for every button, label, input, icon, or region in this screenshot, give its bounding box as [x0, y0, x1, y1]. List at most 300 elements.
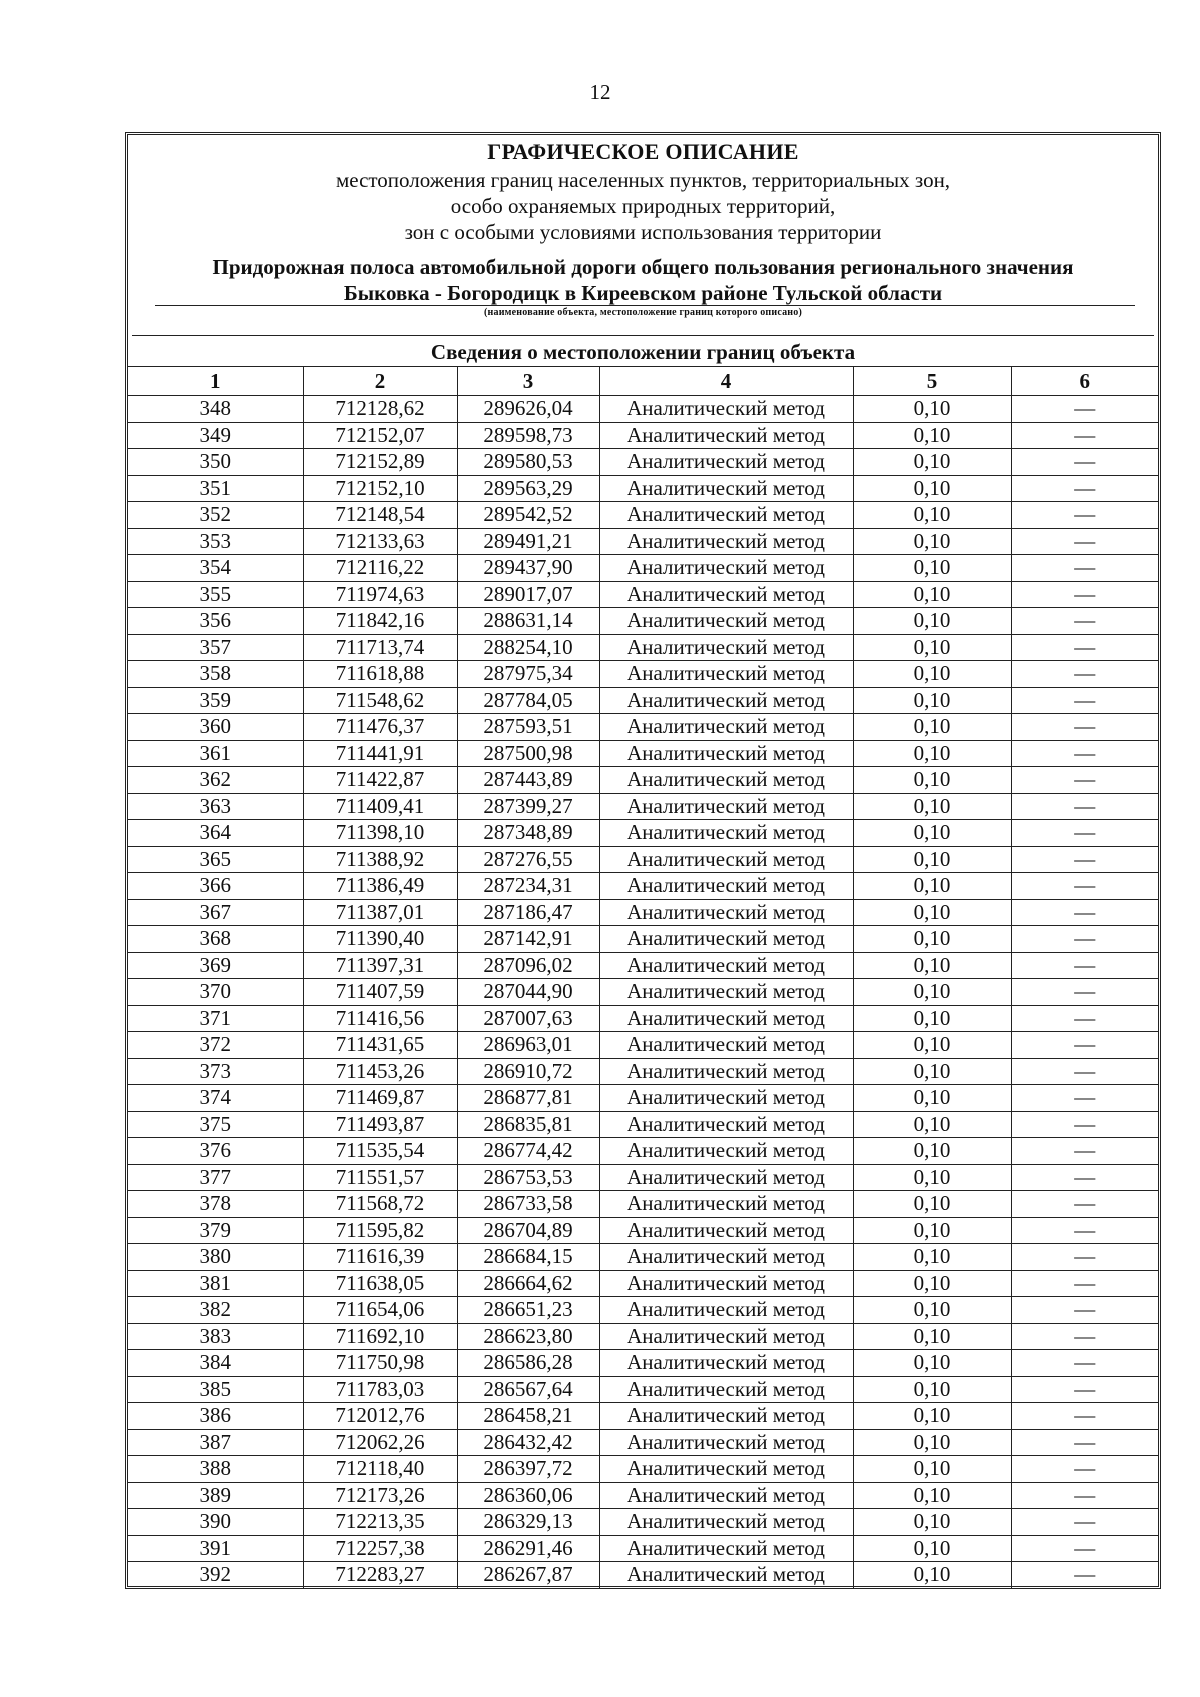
- table-row: [128, 1032, 1158, 1059]
- table-cell-col-6: —: [1011, 714, 1158, 741]
- table-row: [128, 1350, 1158, 1377]
- table-cell-col-2: 712257,38: [303, 1535, 457, 1562]
- table-cell-col-3: 287399,27: [457, 793, 599, 820]
- table-cell-col-2: 711407,59: [303, 979, 457, 1006]
- table-cell-col-4: Аналитический метод: [599, 1111, 853, 1138]
- table-cell-col-5: 0,10: [853, 555, 1011, 582]
- table-cell-col-5: 0,10: [853, 1164, 1011, 1191]
- table-cell-col-6: —: [1011, 634, 1158, 661]
- table-cell-col-6: —: [1011, 502, 1158, 529]
- table-cell-col-2: 711398,10: [303, 820, 457, 847]
- table-cell-col-1: 361: [128, 740, 303, 767]
- column-header-2: 2: [303, 367, 457, 396]
- table-row: [128, 952, 1158, 979]
- table-cell-col-4: Аналитический метод: [599, 502, 853, 529]
- table-cell-col-3: 286586,28: [457, 1350, 599, 1377]
- table-cell-col-1: 349: [128, 422, 303, 449]
- table-cell-col-1: 392: [128, 1562, 303, 1589]
- table-row: [128, 926, 1158, 953]
- table-cell-col-4: Аналитический метод: [599, 1562, 853, 1589]
- table-row: [128, 449, 1158, 476]
- table-row: [128, 1244, 1158, 1271]
- table-cell-col-6: —: [1011, 1323, 1158, 1350]
- table-cell-col-3: 286623,80: [457, 1323, 599, 1350]
- table-cell-col-1: 369: [128, 952, 303, 979]
- table-cell-col-2: 711397,31: [303, 952, 457, 979]
- table-cell-col-1: 352: [128, 502, 303, 529]
- table-row: [128, 1403, 1158, 1430]
- column-header-1: 1: [128, 367, 303, 396]
- table-cell-col-5: 0,10: [853, 1032, 1011, 1059]
- table-cell-col-3: 287276,55: [457, 846, 599, 873]
- table-row: [128, 475, 1158, 502]
- document-title: ГРАФИЧЕСКОЕ ОПИСАНИЕ: [487, 139, 799, 164]
- table-cell-col-4: Аналитический метод: [599, 555, 853, 582]
- table-cell-col-4: Аналитический метод: [599, 740, 853, 767]
- table-cell-col-1: 363: [128, 793, 303, 820]
- table-cell-col-5: 0,10: [853, 1535, 1011, 1562]
- table-row: [128, 422, 1158, 449]
- table-cell-col-1: 358: [128, 661, 303, 688]
- table-cell-col-6: —: [1011, 1244, 1158, 1271]
- table-cell-col-3: 287096,02: [457, 952, 599, 979]
- table-row: [128, 979, 1158, 1006]
- table-cell-col-3: 286360,06: [457, 1482, 599, 1509]
- section-title: Сведения о местоположении границ объекта: [132, 335, 1154, 367]
- table-cell-col-1: 377: [128, 1164, 303, 1191]
- table-cell-col-3: 287593,51: [457, 714, 599, 741]
- table-row: [128, 1535, 1158, 1562]
- table-cell-col-5: 0,10: [853, 1138, 1011, 1165]
- table-cell-col-4: Аналитический метод: [599, 1058, 853, 1085]
- document-frame: [125, 132, 1161, 1589]
- table-cell-col-5: 0,10: [853, 899, 1011, 926]
- table-cell-col-5: 0,10: [853, 1429, 1011, 1456]
- table-cell-col-5: 0,10: [853, 926, 1011, 953]
- table-cell-col-1: 387: [128, 1429, 303, 1456]
- table-cell-col-1: 381: [128, 1270, 303, 1297]
- table-cell-col-6: —: [1011, 873, 1158, 900]
- table-cell-col-4: Аналитический метод: [599, 475, 853, 502]
- table-cell-col-6: —: [1011, 1085, 1158, 1112]
- table-cell-col-3: 286432,42: [457, 1429, 599, 1456]
- table-cell-col-4: Аналитический метод: [599, 1535, 853, 1562]
- table-row: [128, 528, 1158, 555]
- table-cell-col-6: —: [1011, 1111, 1158, 1138]
- table-cell-col-2: 711386,49: [303, 873, 457, 900]
- table-cell-col-4: Аналитический метод: [599, 661, 853, 688]
- table-cell-col-4: Аналитический метод: [599, 1138, 853, 1165]
- table-cell-col-2: 711409,41: [303, 793, 457, 820]
- table-cell-col-2: 712148,54: [303, 502, 457, 529]
- object-name-line-2: Быковка - Богородицк в Киреевском районе Тульской области: [343, 281, 943, 305]
- table-row: [128, 687, 1158, 714]
- table-cell-col-1: 385: [128, 1376, 303, 1403]
- table-cell-col-2: 711441,91: [303, 740, 457, 767]
- table-cell-col-4: Аналитический метод: [599, 1456, 853, 1483]
- table-cell-col-4: Аналитический метод: [599, 873, 853, 900]
- table-cell-col-2: 711595,82: [303, 1217, 457, 1244]
- table-body: [128, 396, 1158, 1589]
- table-cell-col-4: Аналитический метод: [599, 528, 853, 555]
- table-cell-col-6: —: [1011, 1350, 1158, 1377]
- table-cell-col-1: 382: [128, 1297, 303, 1324]
- table-cell-col-6: —: [1011, 1429, 1158, 1456]
- table-row: [128, 1270, 1158, 1297]
- table-cell-col-1: 384: [128, 1350, 303, 1377]
- table-cell-col-3: 286567,64: [457, 1376, 599, 1403]
- table-cell-col-4: Аналитический метод: [599, 793, 853, 820]
- table-cell-col-2: 712152,10: [303, 475, 457, 502]
- table-cell-col-6: —: [1011, 979, 1158, 1006]
- table-cell-col-3: 287348,89: [457, 820, 599, 847]
- coordinates-table: [128, 366, 1158, 1589]
- table-cell-col-1: 357: [128, 634, 303, 661]
- table-cell-col-4: Аналитический метод: [599, 1191, 853, 1218]
- table-cell-col-4: Аналитический метод: [599, 1323, 853, 1350]
- table-cell-col-1: 376: [128, 1138, 303, 1165]
- table-cell-col-2: 711422,87: [303, 767, 457, 794]
- table-cell-col-6: —: [1011, 1376, 1158, 1403]
- table-cell-col-2: 711469,87: [303, 1085, 457, 1112]
- table-cell-col-3: 288254,10: [457, 634, 599, 661]
- table-cell-col-6: —: [1011, 555, 1158, 582]
- table-cell-col-2: 711692,10: [303, 1323, 457, 1350]
- table-cell-col-1: 348: [128, 396, 303, 423]
- table-cell-col-5: 0,10: [853, 767, 1011, 794]
- table-cell-col-3: 287186,47: [457, 899, 599, 926]
- table-cell-col-5: 0,10: [853, 1244, 1011, 1271]
- column-header-3: 3: [457, 367, 599, 396]
- table-cell-col-6: —: [1011, 661, 1158, 688]
- table-row: [128, 740, 1158, 767]
- table-cell-col-3: 287784,05: [457, 687, 599, 714]
- table-cell-col-3: 287975,34: [457, 661, 599, 688]
- table-cell-col-4: Аналитический метод: [599, 608, 853, 635]
- table-cell-col-6: —: [1011, 1138, 1158, 1165]
- table-row: [128, 1323, 1158, 1350]
- table-cell-col-1: 383: [128, 1323, 303, 1350]
- table-cell-col-5: 0,10: [853, 634, 1011, 661]
- table-cell-col-3: 286291,46: [457, 1535, 599, 1562]
- column-header-6: 6: [1011, 367, 1158, 396]
- table-cell-col-1: 364: [128, 820, 303, 847]
- table-cell-col-2: 711713,74: [303, 634, 457, 661]
- table-row: [128, 1217, 1158, 1244]
- table-cell-col-5: 0,10: [853, 1270, 1011, 1297]
- table-cell-col-5: 0,10: [853, 846, 1011, 873]
- table-cell-col-6: —: [1011, 899, 1158, 926]
- table-cell-col-3: 286684,15: [457, 1244, 599, 1271]
- table-row: [128, 1297, 1158, 1324]
- table-cell-col-4: Аналитический метод: [599, 820, 853, 847]
- table-cell-col-6: —: [1011, 1456, 1158, 1483]
- table-cell-col-2: 711750,98: [303, 1350, 457, 1377]
- table-cell-col-4: Аналитический метод: [599, 1270, 853, 1297]
- table-cell-col-5: 0,10: [853, 793, 1011, 820]
- table-cell-col-1: 371: [128, 1005, 303, 1032]
- table-cell-col-6: —: [1011, 1297, 1158, 1324]
- table-cell-col-2: 711551,57: [303, 1164, 457, 1191]
- table-cell-col-3: 289542,52: [457, 502, 599, 529]
- column-header-5: 5: [853, 367, 1011, 396]
- table-cell-col-1: 359: [128, 687, 303, 714]
- table-cell-col-4: Аналитический метод: [599, 687, 853, 714]
- table-cell-col-2: 711416,56: [303, 1005, 457, 1032]
- table-cell-col-5: 0,10: [853, 1058, 1011, 1085]
- table-cell-col-1: 362: [128, 767, 303, 794]
- table-cell-col-4: Аналитический метод: [599, 634, 853, 661]
- table-cell-col-6: —: [1011, 740, 1158, 767]
- table-cell-col-3: 287044,90: [457, 979, 599, 1006]
- table-cell-col-3: 289563,29: [457, 475, 599, 502]
- table-cell-col-6: —: [1011, 926, 1158, 953]
- table-cell-col-4: Аналитический метод: [599, 1032, 853, 1059]
- table-cell-col-4: Аналитический метод: [599, 1350, 853, 1377]
- table-cell-col-4: Аналитический метод: [599, 1217, 853, 1244]
- table-cell-col-3: 286267,87: [457, 1562, 599, 1589]
- table-cell-col-1: 386: [128, 1403, 303, 1430]
- table-cell-col-3: 289017,07: [457, 581, 599, 608]
- table-row: [128, 1482, 1158, 1509]
- table-cell-col-5: 0,10: [853, 449, 1011, 476]
- table-row: [128, 1509, 1158, 1536]
- table-cell-col-5: 0,10: [853, 1403, 1011, 1430]
- table-cell-col-2: 712283,27: [303, 1562, 457, 1589]
- table-cell-col-5: 0,10: [853, 740, 1011, 767]
- table-cell-col-2: 711476,37: [303, 714, 457, 741]
- table-cell-col-3: 287142,91: [457, 926, 599, 953]
- table-cell-col-4: Аналитический метод: [599, 1244, 853, 1271]
- table-cell-col-5: 0,10: [853, 608, 1011, 635]
- table-cell-col-3: 286329,13: [457, 1509, 599, 1536]
- table-cell-col-6: —: [1011, 1032, 1158, 1059]
- table-cell-col-3: 289580,53: [457, 449, 599, 476]
- table-cell-col-2: 711616,39: [303, 1244, 457, 1271]
- table-cell-col-3: 289437,90: [457, 555, 599, 582]
- table-cell-col-2: 711535,54: [303, 1138, 457, 1165]
- table-cell-col-3: 287443,89: [457, 767, 599, 794]
- table-cell-col-5: 0,10: [853, 873, 1011, 900]
- table-cell-col-2: 712062,26: [303, 1429, 457, 1456]
- table-cell-col-1: 388: [128, 1456, 303, 1483]
- table-cell-col-2: 711638,05: [303, 1270, 457, 1297]
- table-row: [128, 1111, 1158, 1138]
- table-cell-col-3: 289491,21: [457, 528, 599, 555]
- table-cell-col-6: —: [1011, 1005, 1158, 1032]
- table-cell-col-2: 711387,01: [303, 899, 457, 926]
- table-row: [128, 1376, 1158, 1403]
- table-cell-col-1: 373: [128, 1058, 303, 1085]
- table-cell-col-6: —: [1011, 528, 1158, 555]
- table-cell-col-1: 389: [128, 1482, 303, 1509]
- table-row: [128, 1429, 1158, 1456]
- table-cell-col-5: 0,10: [853, 475, 1011, 502]
- table-row: [128, 767, 1158, 794]
- table-cell-col-2: 711453,26: [303, 1058, 457, 1085]
- table-row: [128, 1005, 1158, 1032]
- table-cell-col-2: 711783,03: [303, 1376, 457, 1403]
- table-row: [128, 581, 1158, 608]
- table-cell-col-1: 390: [128, 1509, 303, 1536]
- object-name-caption: (наименование объекта, местоположение границ которого описано): [484, 307, 802, 318]
- table-cell-col-5: 0,10: [853, 687, 1011, 714]
- table-cell-col-5: 0,10: [853, 1191, 1011, 1218]
- table-cell-col-3: 286774,42: [457, 1138, 599, 1165]
- table-row: [128, 1191, 1158, 1218]
- table-cell-col-4: Аналитический метод: [599, 1085, 853, 1112]
- table-cell-col-5: 0,10: [853, 1005, 1011, 1032]
- table-cell-col-1: 368: [128, 926, 303, 953]
- table-cell-col-1: 374: [128, 1085, 303, 1112]
- table-cell-col-6: —: [1011, 1535, 1158, 1562]
- table-cell-col-5: 0,10: [853, 714, 1011, 741]
- table-cell-col-5: 0,10: [853, 1509, 1011, 1536]
- table-cell-col-5: 0,10: [853, 396, 1011, 423]
- table-cell-col-1: 370: [128, 979, 303, 1006]
- table-row: [128, 1562, 1158, 1589]
- table-cell-col-4: Аналитический метод: [599, 1376, 853, 1403]
- table-cell-col-4: Аналитический метод: [599, 1005, 853, 1032]
- table-cell-col-4: Аналитический метод: [599, 767, 853, 794]
- table-cell-col-2: 711493,87: [303, 1111, 457, 1138]
- table-cell-col-3: 289626,04: [457, 396, 599, 423]
- table-cell-col-5: 0,10: [853, 952, 1011, 979]
- table-cell-col-3: 287234,31: [457, 873, 599, 900]
- table-cell-col-5: 0,10: [853, 581, 1011, 608]
- table-cell-col-4: Аналитический метод: [599, 846, 853, 873]
- table-cell-col-6: —: [1011, 1482, 1158, 1509]
- table-row: [128, 899, 1158, 926]
- table-cell-col-5: 0,10: [853, 1350, 1011, 1377]
- table-cell-col-3: 287500,98: [457, 740, 599, 767]
- table-row: [128, 1164, 1158, 1191]
- table-cell-col-3: 286397,72: [457, 1456, 599, 1483]
- table-cell-col-1: 367: [128, 899, 303, 926]
- table-cell-col-5: 0,10: [853, 528, 1011, 555]
- table-row: [128, 661, 1158, 688]
- table-cell-col-1: 366: [128, 873, 303, 900]
- table-cell-col-1: 372: [128, 1032, 303, 1059]
- table-cell-col-2: 712012,76: [303, 1403, 457, 1430]
- table-cell-col-6: —: [1011, 952, 1158, 979]
- table-cell-col-2: 712152,89: [303, 449, 457, 476]
- table-cell-col-1: 350: [128, 449, 303, 476]
- table-row: [128, 1138, 1158, 1165]
- table-cell-col-6: —: [1011, 687, 1158, 714]
- table-cell-col-1: 380: [128, 1244, 303, 1271]
- table-header-row: [128, 367, 1158, 396]
- table-row: [128, 714, 1158, 741]
- table-cell-col-2: 711568,72: [303, 1191, 457, 1218]
- table-cell-col-3: 286877,81: [457, 1085, 599, 1112]
- table-cell-col-3: 286664,62: [457, 1270, 599, 1297]
- table-cell-col-1: 354: [128, 555, 303, 582]
- table-cell-col-2: 711842,16: [303, 608, 457, 635]
- table-cell-col-3: 286704,89: [457, 1217, 599, 1244]
- table-cell-col-6: —: [1011, 820, 1158, 847]
- table-cell-col-4: Аналитический метод: [599, 1164, 853, 1191]
- table-row: [128, 396, 1158, 423]
- object-name-underline: [155, 305, 1135, 306]
- table-row: [128, 555, 1158, 582]
- page-number: 12: [589, 80, 611, 104]
- table-cell-col-4: Аналитический метод: [599, 926, 853, 953]
- table-cell-col-6: —: [1011, 581, 1158, 608]
- table-cell-col-2: 712118,40: [303, 1456, 457, 1483]
- table-cell-col-6: —: [1011, 1191, 1158, 1218]
- table-row: [128, 1456, 1158, 1483]
- table-cell-col-1: 379: [128, 1217, 303, 1244]
- table-cell-col-2: 711388,92: [303, 846, 457, 873]
- table-cell-col-6: —: [1011, 1217, 1158, 1244]
- table-cell-col-3: 286910,72: [457, 1058, 599, 1085]
- table-cell-col-4: Аналитический метод: [599, 1297, 853, 1324]
- table-cell-col-3: 288631,14: [457, 608, 599, 635]
- table-cell-col-6: —: [1011, 1058, 1158, 1085]
- table-cell-col-6: —: [1011, 475, 1158, 502]
- table-cell-col-3: 286835,81: [457, 1111, 599, 1138]
- table-cell-col-1: 356: [128, 608, 303, 635]
- table-cell-col-4: Аналитический метод: [599, 449, 853, 476]
- table-cell-col-5: 0,10: [853, 1085, 1011, 1112]
- object-name-line-1: Придорожная полоса автомобильной дороги общего пользования регионального значения: [212, 255, 1074, 279]
- table-cell-col-2: 711548,62: [303, 687, 457, 714]
- table-cell-col-3: 287007,63: [457, 1005, 599, 1032]
- table-cell-col-4: Аналитический метод: [599, 899, 853, 926]
- table-cell-col-6: —: [1011, 449, 1158, 476]
- table-cell-col-1: 353: [128, 528, 303, 555]
- subtitle-line-1: местоположения границ населенных пунктов, территориальных зон,: [335, 168, 951, 192]
- table-cell-col-6: —: [1011, 396, 1158, 423]
- table-cell-col-5: 0,10: [853, 502, 1011, 529]
- table-cell-col-2: 711390,40: [303, 926, 457, 953]
- table-cell-col-6: —: [1011, 422, 1158, 449]
- table-cell-col-4: Аналитический метод: [599, 979, 853, 1006]
- subtitle-line-2: особо охраняемых природных территорий,: [450, 194, 836, 218]
- table-cell-col-5: 0,10: [853, 1111, 1011, 1138]
- table-cell-col-6: —: [1011, 1270, 1158, 1297]
- table-cell-col-5: 0,10: [853, 1323, 1011, 1350]
- table-cell-col-6: —: [1011, 793, 1158, 820]
- table-cell-col-4: Аналитический метод: [599, 422, 853, 449]
- table-cell-col-4: Аналитический метод: [599, 1403, 853, 1430]
- table-cell-col-4: Аналитический метод: [599, 581, 853, 608]
- table-cell-col-1: 351: [128, 475, 303, 502]
- table-cell-col-6: —: [1011, 1403, 1158, 1430]
- table-row: [128, 502, 1158, 529]
- table-cell-col-6: —: [1011, 1164, 1158, 1191]
- table-cell-col-5: 0,10: [853, 979, 1011, 1006]
- table-cell-col-2: 711431,65: [303, 1032, 457, 1059]
- table-cell-col-4: Аналитический метод: [599, 714, 853, 741]
- table-cell-col-5: 0,10: [853, 1562, 1011, 1589]
- table-cell-col-5: 0,10: [853, 1376, 1011, 1403]
- table-cell-col-5: 0,10: [853, 1217, 1011, 1244]
- table-row: [128, 793, 1158, 820]
- table-row: [128, 846, 1158, 873]
- table-row: [128, 1085, 1158, 1112]
- table-cell-col-5: 0,10: [853, 422, 1011, 449]
- table-cell-col-2: 712152,07: [303, 422, 457, 449]
- column-header-4: 4: [599, 367, 853, 396]
- table-cell-col-1: 360: [128, 714, 303, 741]
- table-cell-col-5: 0,10: [853, 661, 1011, 688]
- table-cell-col-6: —: [1011, 846, 1158, 873]
- table-cell-col-6: —: [1011, 767, 1158, 794]
- table-cell-col-1: 365: [128, 846, 303, 873]
- table-cell-col-4: Аналитический метод: [599, 1429, 853, 1456]
